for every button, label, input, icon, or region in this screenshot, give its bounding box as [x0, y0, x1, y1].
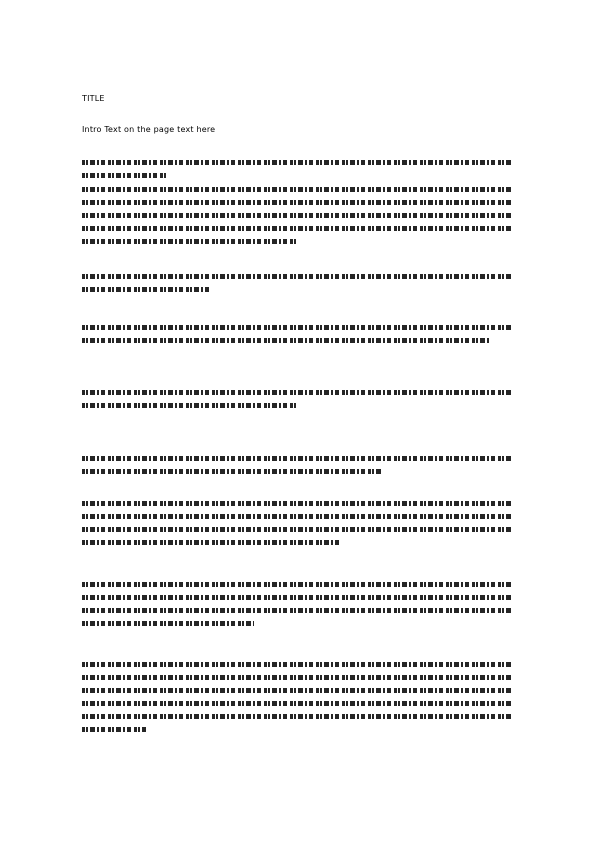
- text-line: [82, 675, 512, 680]
- paragraph-8: [82, 582, 512, 634]
- paragraph-3: [82, 274, 512, 300]
- text-line: [82, 582, 512, 587]
- text-line: [82, 501, 512, 506]
- paragraph-7: [82, 501, 512, 553]
- text-line: [82, 390, 512, 395]
- text-line: [82, 274, 512, 279]
- text-line: [82, 200, 512, 205]
- text-line: [82, 688, 512, 693]
- text-line: [82, 173, 168, 178]
- text-line: [82, 469, 382, 474]
- text-line: [82, 662, 512, 667]
- text-line: [82, 540, 340, 545]
- paragraph-2: [82, 187, 512, 252]
- text-line: [82, 325, 512, 330]
- text-line: [82, 287, 212, 292]
- text-line: [82, 213, 512, 218]
- paragraph-9: [82, 662, 512, 740]
- text-line: [82, 714, 512, 719]
- text-line: [82, 595, 512, 600]
- text-line: [82, 160, 512, 165]
- text-line: [82, 456, 512, 461]
- text-line: [82, 403, 297, 408]
- text-line: [82, 621, 254, 626]
- text-line: [82, 608, 512, 613]
- text-line: [82, 338, 490, 343]
- text-line: [82, 527, 512, 532]
- paragraph-5: [82, 390, 512, 416]
- text-line: [82, 701, 512, 706]
- text-line: [82, 727, 146, 732]
- paragraph-4: [82, 325, 512, 351]
- text-line: [82, 514, 512, 519]
- text-line: [82, 239, 297, 244]
- paragraph-1: [82, 160, 512, 186]
- text-line: [82, 187, 512, 192]
- document-subheader: Intro Text on the page text here: [82, 125, 216, 134]
- document-header: TITLE: [82, 94, 105, 103]
- paragraph-6: [82, 456, 512, 482]
- text-line: [82, 226, 512, 231]
